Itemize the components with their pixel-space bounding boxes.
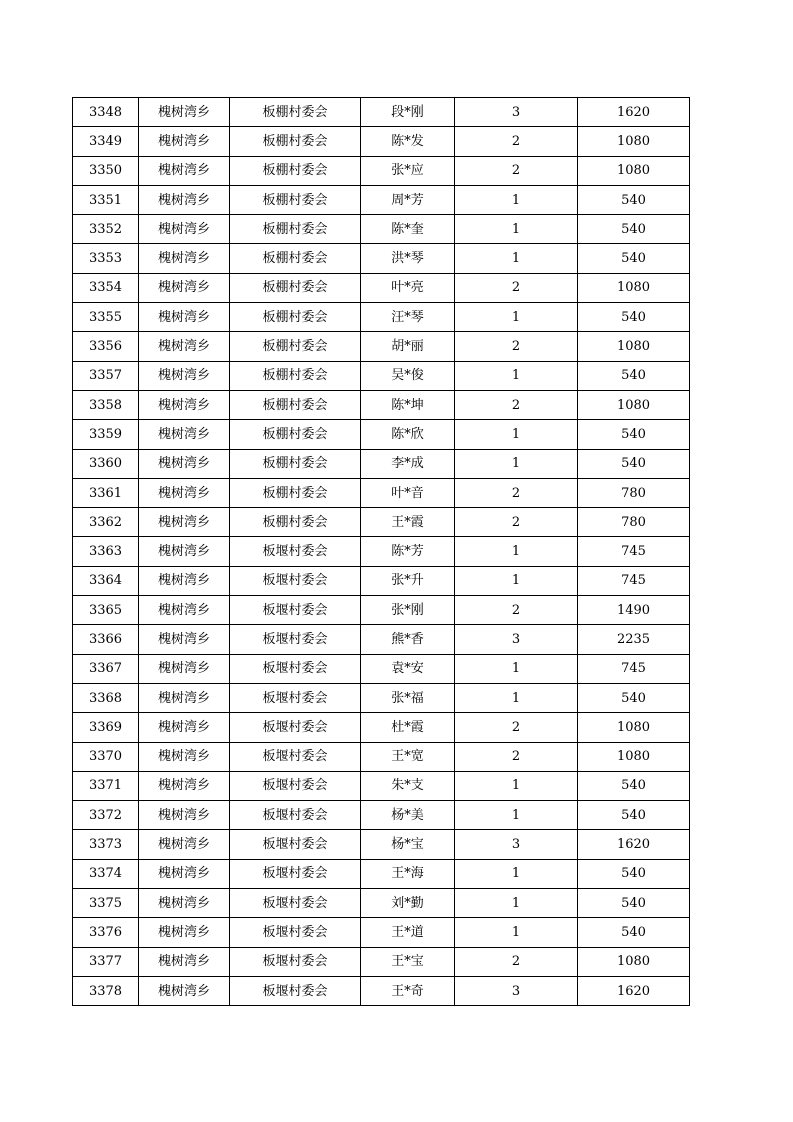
cell-index: 3376 (73, 918, 139, 947)
cell-index: 3362 (73, 508, 139, 537)
cell-name: 胡*丽 (361, 332, 455, 361)
cell-village-committee: 板堰村委会 (230, 566, 361, 595)
table-row (73, 390, 690, 419)
cell-count: 1 (455, 215, 578, 244)
cell-count: 2 (455, 508, 578, 537)
cell-index: 3359 (73, 420, 139, 449)
cell-amount: 540 (578, 420, 690, 449)
cell-count: 2 (455, 742, 578, 771)
cell-village-committee: 板堰村委会 (230, 625, 361, 654)
cell-amount: 540 (578, 215, 690, 244)
cell-index: 3355 (73, 303, 139, 332)
cell-name: 洪*琴 (361, 244, 455, 273)
table-row (73, 127, 690, 156)
cell-count: 2 (455, 390, 578, 419)
table-row (73, 332, 690, 361)
cell-index: 3369 (73, 713, 139, 742)
cell-name: 叶*亮 (361, 273, 455, 302)
cell-count: 2 (455, 713, 578, 742)
cell-amount: 1620 (578, 98, 690, 127)
cell-name: 张*应 (361, 156, 455, 185)
cell-village-committee: 板堰村委会 (230, 596, 361, 625)
cell-name: 张*福 (361, 683, 455, 712)
cell-count: 1 (455, 859, 578, 888)
table-row (73, 361, 690, 390)
cell-township: 槐树湾乡 (139, 98, 230, 127)
cell-count: 2 (455, 332, 578, 361)
cell-amount: 540 (578, 889, 690, 918)
cell-name: 杨*美 (361, 801, 455, 830)
cell-amount: 540 (578, 449, 690, 478)
cell-amount: 540 (578, 361, 690, 390)
cell-village-committee: 板堰村委会 (230, 654, 361, 683)
cell-index: 3365 (73, 596, 139, 625)
cell-village-committee: 板棚村委会 (230, 420, 361, 449)
cell-index: 3370 (73, 742, 139, 771)
cell-name: 汪*琴 (361, 303, 455, 332)
cell-village-committee: 板堰村委会 (230, 683, 361, 712)
cell-index: 3356 (73, 332, 139, 361)
cell-amount: 745 (578, 654, 690, 683)
cell-index: 3371 (73, 771, 139, 800)
cell-name: 段*刚 (361, 98, 455, 127)
table-row (73, 859, 690, 888)
table-row (73, 156, 690, 185)
cell-township: 槐树湾乡 (139, 361, 230, 390)
cell-count: 3 (455, 976, 578, 1005)
cell-index: 3348 (73, 98, 139, 127)
cell-count: 1 (455, 420, 578, 449)
cell-name: 杨*宝 (361, 830, 455, 859)
cell-name: 王*海 (361, 859, 455, 888)
cell-amount: 780 (578, 508, 690, 537)
cell-name: 陈*奎 (361, 215, 455, 244)
table-row (73, 625, 690, 654)
cell-township: 槐树湾乡 (139, 244, 230, 273)
cell-amount: 1490 (578, 596, 690, 625)
cell-township: 槐树湾乡 (139, 654, 230, 683)
cell-count: 1 (455, 361, 578, 390)
table-row (73, 976, 690, 1005)
cell-village-committee: 板棚村委会 (230, 156, 361, 185)
cell-township: 槐树湾乡 (139, 596, 230, 625)
cell-amount: 1620 (578, 830, 690, 859)
table-row (73, 713, 690, 742)
cell-amount: 540 (578, 801, 690, 830)
cell-index: 3351 (73, 185, 139, 214)
cell-village-committee: 板堰村委会 (230, 889, 361, 918)
cell-village-committee: 板棚村委会 (230, 449, 361, 478)
cell-name: 陈*发 (361, 127, 455, 156)
cell-name: 李*成 (361, 449, 455, 478)
cell-township: 槐树湾乡 (139, 859, 230, 888)
cell-township: 槐树湾乡 (139, 156, 230, 185)
cell-amount: 540 (578, 244, 690, 273)
cell-amount: 540 (578, 303, 690, 332)
table-row (73, 185, 690, 214)
cell-index: 3367 (73, 654, 139, 683)
cell-index: 3373 (73, 830, 139, 859)
table-row (73, 449, 690, 478)
cell-index: 3353 (73, 244, 139, 273)
cell-township: 槐树湾乡 (139, 508, 230, 537)
cell-village-committee: 板棚村委会 (230, 508, 361, 537)
cell-count: 1 (455, 801, 578, 830)
cell-index: 3350 (73, 156, 139, 185)
cell-name: 朱*支 (361, 771, 455, 800)
cell-amount: 540 (578, 918, 690, 947)
cell-name: 王*宝 (361, 947, 455, 976)
cell-village-committee: 板棚村委会 (230, 390, 361, 419)
cell-amount: 1080 (578, 390, 690, 419)
cell-village-committee: 板棚村委会 (230, 244, 361, 273)
cell-village-committee: 板棚村委会 (230, 215, 361, 244)
cell-amount: 1080 (578, 947, 690, 976)
cell-township: 槐树湾乡 (139, 830, 230, 859)
cell-name: 袁*安 (361, 654, 455, 683)
table-row (73, 98, 690, 127)
cell-index: 3357 (73, 361, 139, 390)
cell-index: 3378 (73, 976, 139, 1005)
cell-township: 槐树湾乡 (139, 742, 230, 771)
cell-village-committee: 板棚村委会 (230, 127, 361, 156)
cell-count: 3 (455, 830, 578, 859)
table-row (73, 947, 690, 976)
cell-count: 2 (455, 273, 578, 302)
table-row (73, 683, 690, 712)
cell-township: 槐树湾乡 (139, 215, 230, 244)
cell-index: 3352 (73, 215, 139, 244)
cell-village-committee: 板堰村委会 (230, 713, 361, 742)
cell-count: 1 (455, 537, 578, 566)
cell-township: 槐树湾乡 (139, 420, 230, 449)
cell-index: 3374 (73, 859, 139, 888)
table-row (73, 918, 690, 947)
table-row (73, 771, 690, 800)
table-row (73, 596, 690, 625)
table-row (73, 654, 690, 683)
cell-name: 陈*坤 (361, 390, 455, 419)
cell-village-committee: 板棚村委会 (230, 185, 361, 214)
cell-amount: 1080 (578, 273, 690, 302)
cell-name: 吴*俊 (361, 361, 455, 390)
cell-amount: 2235 (578, 625, 690, 654)
cell-township: 槐树湾乡 (139, 273, 230, 302)
cell-township: 槐树湾乡 (139, 566, 230, 595)
cell-township: 槐树湾乡 (139, 889, 230, 918)
cell-village-committee: 板堰村委会 (230, 771, 361, 800)
table-row (73, 244, 690, 273)
cell-township: 槐树湾乡 (139, 127, 230, 156)
cell-count: 2 (455, 127, 578, 156)
cell-village-committee: 板堰村委会 (230, 830, 361, 859)
cell-count: 1 (455, 244, 578, 273)
data-table (72, 97, 690, 1006)
cell-township: 槐树湾乡 (139, 625, 230, 654)
cell-amount: 1080 (578, 127, 690, 156)
table-row (73, 215, 690, 244)
cell-township: 槐树湾乡 (139, 303, 230, 332)
cell-name: 周*芳 (361, 185, 455, 214)
cell-township: 槐树湾乡 (139, 713, 230, 742)
cell-amount: 1620 (578, 976, 690, 1005)
cell-count: 1 (455, 449, 578, 478)
cell-village-committee: 板堰村委会 (230, 859, 361, 888)
cell-index: 3360 (73, 449, 139, 478)
cell-amount: 540 (578, 683, 690, 712)
cell-village-committee: 板棚村委会 (230, 273, 361, 302)
cell-count: 1 (455, 566, 578, 595)
cell-amount: 745 (578, 537, 690, 566)
cell-name: 叶*音 (361, 478, 455, 507)
cell-township: 槐树湾乡 (139, 332, 230, 361)
cell-amount: 1080 (578, 332, 690, 361)
cell-index: 3363 (73, 537, 139, 566)
cell-township: 槐树湾乡 (139, 976, 230, 1005)
table-row (73, 742, 690, 771)
cell-village-committee: 板棚村委会 (230, 478, 361, 507)
cell-amount: 540 (578, 859, 690, 888)
cell-village-committee: 板堰村委会 (230, 537, 361, 566)
cell-village-committee: 板堰村委会 (230, 976, 361, 1005)
cell-name: 王*霞 (361, 508, 455, 537)
cell-index: 3377 (73, 947, 139, 976)
cell-count: 3 (455, 625, 578, 654)
cell-township: 槐树湾乡 (139, 801, 230, 830)
cell-count: 3 (455, 98, 578, 127)
cell-count: 1 (455, 889, 578, 918)
cell-village-committee: 板棚村委会 (230, 361, 361, 390)
cell-village-committee: 板堰村委会 (230, 801, 361, 830)
cell-township: 槐树湾乡 (139, 683, 230, 712)
table-row (73, 889, 690, 918)
cell-village-committee: 板堰村委会 (230, 918, 361, 947)
cell-name: 陈*欣 (361, 420, 455, 449)
cell-village-committee: 板堰村委会 (230, 742, 361, 771)
cell-count: 1 (455, 185, 578, 214)
cell-index: 3349 (73, 127, 139, 156)
cell-name: 杜*霞 (361, 713, 455, 742)
cell-count: 1 (455, 654, 578, 683)
cell-name: 张*升 (361, 566, 455, 595)
cell-township: 槐树湾乡 (139, 537, 230, 566)
cell-count: 2 (455, 947, 578, 976)
table-row (73, 830, 690, 859)
cell-count: 1 (455, 303, 578, 332)
cell-amount: 780 (578, 478, 690, 507)
cell-village-committee: 板棚村委会 (230, 98, 361, 127)
cell-index: 3375 (73, 889, 139, 918)
cell-village-committee: 板棚村委会 (230, 303, 361, 332)
table-row (73, 537, 690, 566)
cell-count: 2 (455, 596, 578, 625)
cell-name: 王*宽 (361, 742, 455, 771)
cell-township: 槐树湾乡 (139, 185, 230, 214)
cell-township: 槐树湾乡 (139, 918, 230, 947)
table-body (73, 98, 690, 1006)
cell-index: 3372 (73, 801, 139, 830)
cell-name: 熊*香 (361, 625, 455, 654)
table-row (73, 478, 690, 507)
cell-name: 王*奇 (361, 976, 455, 1005)
cell-name: 张*刚 (361, 596, 455, 625)
cell-index: 3354 (73, 273, 139, 302)
cell-amount: 1080 (578, 713, 690, 742)
cell-count: 2 (455, 478, 578, 507)
table-row (73, 420, 690, 449)
table-row (73, 566, 690, 595)
cell-name: 刘*勤 (361, 889, 455, 918)
cell-name: 王*道 (361, 918, 455, 947)
cell-index: 3366 (73, 625, 139, 654)
cell-amount: 540 (578, 771, 690, 800)
cell-index: 3368 (73, 683, 139, 712)
cell-count: 1 (455, 918, 578, 947)
cell-township: 槐树湾乡 (139, 449, 230, 478)
cell-village-committee: 板棚村委会 (230, 332, 361, 361)
cell-township: 槐树湾乡 (139, 771, 230, 800)
table-row (73, 508, 690, 537)
cell-township: 槐树湾乡 (139, 390, 230, 419)
cell-amount: 1080 (578, 156, 690, 185)
cell-name: 陈*芳 (361, 537, 455, 566)
table-row (73, 801, 690, 830)
cell-township: 槐树湾乡 (139, 947, 230, 976)
cell-count: 2 (455, 156, 578, 185)
cell-village-committee: 板堰村委会 (230, 947, 361, 976)
table-row (73, 273, 690, 302)
cell-index: 3358 (73, 390, 139, 419)
cell-count: 1 (455, 683, 578, 712)
cell-amount: 1080 (578, 742, 690, 771)
cell-index: 3364 (73, 566, 139, 595)
cell-amount: 540 (578, 185, 690, 214)
cell-count: 1 (455, 771, 578, 800)
table-row (73, 303, 690, 332)
cell-township: 槐树湾乡 (139, 478, 230, 507)
cell-amount: 745 (578, 566, 690, 595)
cell-index: 3361 (73, 478, 139, 507)
